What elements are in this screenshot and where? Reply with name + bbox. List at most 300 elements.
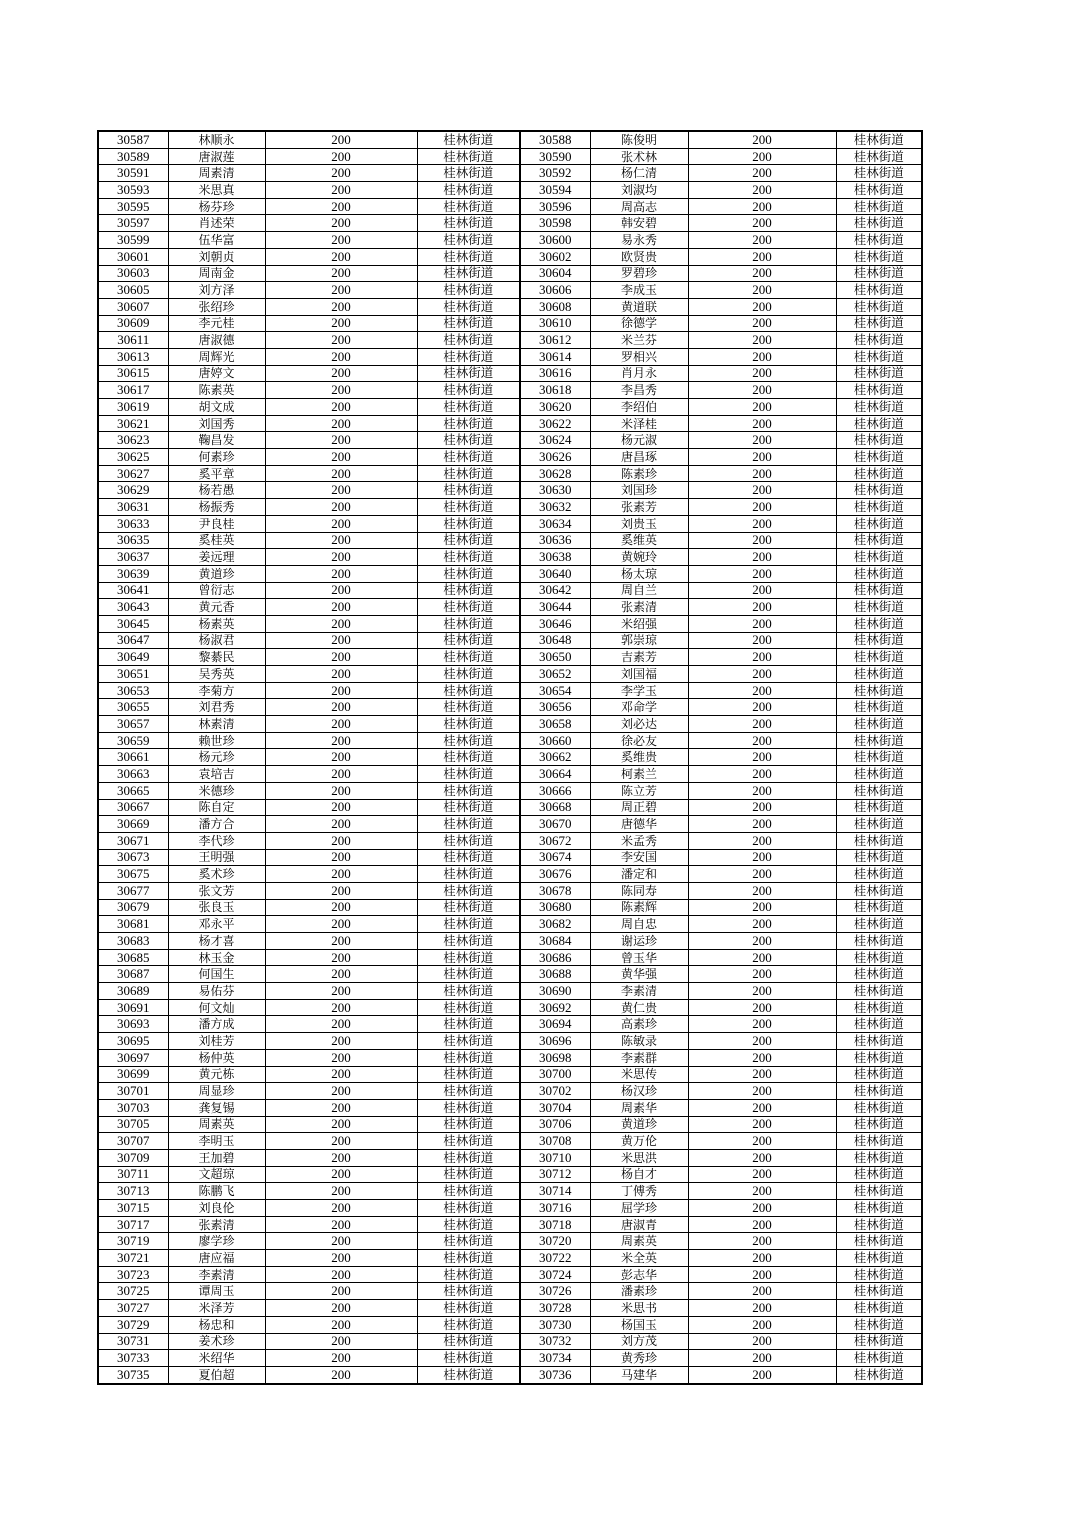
right-id-number-cell: 30620 xyxy=(520,399,590,416)
left-amount-cell: 200 xyxy=(265,315,417,332)
right-street-office-cell: 桂林街道 xyxy=(836,916,922,933)
left-id-number-cell: 30639 xyxy=(98,565,168,582)
right-person-name-cell: 曾玉华 xyxy=(590,949,688,966)
right-id-number-cell: 30630 xyxy=(520,482,590,499)
right-id-number-cell: 30632 xyxy=(520,499,590,516)
right-amount-cell: 200 xyxy=(688,182,836,199)
left-street-office-cell: 桂林街道 xyxy=(417,449,520,466)
left-street-office-cell: 桂林街道 xyxy=(417,882,520,899)
table-row xyxy=(98,649,922,666)
left-id-number-cell: 30705 xyxy=(98,1116,168,1133)
right-amount-cell: 200 xyxy=(688,415,836,432)
right-id-number-cell: 30666 xyxy=(520,782,590,799)
left-street-office-cell: 桂林街道 xyxy=(417,649,520,666)
right-street-office-cell: 桂林街道 xyxy=(836,532,922,549)
left-amount-cell: 200 xyxy=(265,699,417,716)
right-street-office-cell: 桂林街道 xyxy=(836,582,922,599)
right-id-number-cell: 30636 xyxy=(520,532,590,549)
left-id-number-cell: 30701 xyxy=(98,1083,168,1100)
right-person-name-cell: 吉素芳 xyxy=(590,649,688,666)
left-person-name-cell: 周素清 xyxy=(168,165,265,182)
left-id-number-cell: 30591 xyxy=(98,165,168,182)
right-street-office-cell: 桂林街道 xyxy=(836,1266,922,1283)
left-amount-cell: 200 xyxy=(265,933,417,950)
left-person-name-cell: 奚平章 xyxy=(168,465,265,482)
right-id-number-cell: 30644 xyxy=(520,599,590,616)
left-id-number-cell: 30645 xyxy=(98,615,168,632)
right-id-number-cell: 30668 xyxy=(520,799,590,816)
left-street-office-cell: 桂林街道 xyxy=(417,248,520,265)
right-id-number-cell: 30602 xyxy=(520,248,590,265)
right-street-office-cell: 桂林街道 xyxy=(836,348,922,365)
table-row xyxy=(98,1149,922,1166)
right-person-name-cell: 李绍伯 xyxy=(590,399,688,416)
left-id-number-cell: 30691 xyxy=(98,999,168,1016)
left-id-number-cell: 30641 xyxy=(98,582,168,599)
right-id-number-cell: 30656 xyxy=(520,699,590,716)
left-amount-cell: 200 xyxy=(265,1133,417,1150)
left-amount-cell: 200 xyxy=(265,899,417,916)
left-street-office-cell: 桂林街道 xyxy=(417,198,520,215)
table-row xyxy=(98,148,922,165)
table-row xyxy=(98,1300,922,1317)
right-amount-cell: 200 xyxy=(688,799,836,816)
right-id-number-cell: 30608 xyxy=(520,298,590,315)
left-id-number-cell: 30667 xyxy=(98,799,168,816)
table-row xyxy=(98,315,922,332)
left-id-number-cell: 30681 xyxy=(98,916,168,933)
table-row xyxy=(98,983,922,1000)
right-street-office-cell: 桂林街道 xyxy=(836,1066,922,1083)
table-row xyxy=(98,866,922,883)
left-id-number-cell: 30697 xyxy=(98,1049,168,1066)
right-person-name-cell: 黄秀珍 xyxy=(590,1350,688,1367)
left-amount-cell: 200 xyxy=(265,399,417,416)
left-amount-cell: 200 xyxy=(265,1099,417,1116)
right-id-number-cell: 30648 xyxy=(520,632,590,649)
right-amount-cell: 200 xyxy=(688,782,836,799)
left-street-office-cell: 桂林街道 xyxy=(417,916,520,933)
right-person-name-cell: 李素清 xyxy=(590,983,688,1000)
right-person-name-cell: 米兰芬 xyxy=(590,332,688,349)
table-row xyxy=(98,482,922,499)
table-row xyxy=(98,933,922,950)
left-amount-cell: 200 xyxy=(265,182,417,199)
right-amount-cell: 200 xyxy=(688,232,836,249)
left-amount-cell: 200 xyxy=(265,148,417,165)
right-street-office-cell: 桂林街道 xyxy=(836,1049,922,1066)
left-street-office-cell: 桂林街道 xyxy=(417,465,520,482)
left-person-name-cell: 林顺永 xyxy=(168,131,265,148)
right-street-office-cell: 桂林街道 xyxy=(836,832,922,849)
left-street-office-cell: 桂林街道 xyxy=(417,499,520,516)
right-amount-cell: 200 xyxy=(688,215,836,232)
left-amount-cell: 200 xyxy=(265,1183,417,1200)
left-id-number-cell: 30625 xyxy=(98,449,168,466)
left-amount-cell: 200 xyxy=(265,999,417,1016)
right-person-name-cell: 米思传 xyxy=(590,1066,688,1083)
right-id-number-cell: 30722 xyxy=(520,1250,590,1267)
right-id-number-cell: 30728 xyxy=(520,1300,590,1317)
right-id-number-cell: 30680 xyxy=(520,899,590,916)
left-id-number-cell: 30629 xyxy=(98,482,168,499)
left-id-number-cell: 30665 xyxy=(98,782,168,799)
right-amount-cell: 200 xyxy=(688,1333,836,1350)
left-amount-cell: 200 xyxy=(265,615,417,632)
right-amount-cell: 200 xyxy=(688,749,836,766)
right-person-name-cell: 刘国珍 xyxy=(590,482,688,499)
table-row xyxy=(98,632,922,649)
table-row xyxy=(98,165,922,182)
left-id-number-cell: 30635 xyxy=(98,532,168,549)
left-street-office-cell: 桂林街道 xyxy=(417,399,520,416)
left-street-office-cell: 桂林街道 xyxy=(417,298,520,315)
left-person-name-cell: 邓永平 xyxy=(168,916,265,933)
left-person-name-cell: 唐淑莲 xyxy=(168,148,265,165)
left-street-office-cell: 桂林街道 xyxy=(417,482,520,499)
left-person-name-cell: 黄道珍 xyxy=(168,565,265,582)
left-street-office-cell: 桂林街道 xyxy=(417,782,520,799)
right-amount-cell: 200 xyxy=(688,265,836,282)
right-person-name-cell: 杨太琼 xyxy=(590,565,688,582)
right-street-office-cell: 桂林街道 xyxy=(836,1216,922,1233)
right-id-number-cell: 30702 xyxy=(520,1083,590,1100)
right-amount-cell: 200 xyxy=(688,332,836,349)
right-person-name-cell: 刘国福 xyxy=(590,666,688,683)
right-amount-cell: 200 xyxy=(688,1099,836,1116)
left-street-office-cell: 桂林街道 xyxy=(417,1166,520,1183)
left-person-name-cell: 杨忠和 xyxy=(168,1316,265,1333)
left-id-number-cell: 30721 xyxy=(98,1250,168,1267)
right-amount-cell: 200 xyxy=(688,1233,836,1250)
left-person-name-cell: 杨若愚 xyxy=(168,482,265,499)
right-amount-cell: 200 xyxy=(688,999,836,1016)
table-row xyxy=(98,1083,922,1100)
left-amount-cell: 200 xyxy=(265,1200,417,1217)
left-street-office-cell: 桂林街道 xyxy=(417,1116,520,1133)
left-id-number-cell: 30713 xyxy=(98,1183,168,1200)
right-person-name-cell: 刘淑均 xyxy=(590,182,688,199)
left-id-number-cell: 30709 xyxy=(98,1149,168,1166)
right-amount-cell: 200 xyxy=(688,1016,836,1033)
right-id-number-cell: 30688 xyxy=(520,966,590,983)
left-amount-cell: 200 xyxy=(265,1166,417,1183)
left-person-name-cell: 王明强 xyxy=(168,849,265,866)
right-person-name-cell: 黄婉玲 xyxy=(590,549,688,566)
right-amount-cell: 200 xyxy=(688,399,836,416)
left-street-office-cell: 桂林街道 xyxy=(417,1333,520,1350)
right-amount-cell: 200 xyxy=(688,482,836,499)
right-street-office-cell: 桂林街道 xyxy=(836,1283,922,1300)
right-person-name-cell: 杨仁清 xyxy=(590,165,688,182)
table-row xyxy=(98,966,922,983)
left-amount-cell: 200 xyxy=(265,1316,417,1333)
left-id-number-cell: 30643 xyxy=(98,599,168,616)
right-amount-cell: 200 xyxy=(688,1149,836,1166)
right-person-name-cell: 杨国玉 xyxy=(590,1316,688,1333)
left-id-number-cell: 30689 xyxy=(98,983,168,1000)
right-amount-cell: 200 xyxy=(688,565,836,582)
right-person-name-cell: 肖月永 xyxy=(590,365,688,382)
right-amount-cell: 200 xyxy=(688,849,836,866)
left-amount-cell: 200 xyxy=(265,1049,417,1066)
table-row xyxy=(98,582,922,599)
left-amount-cell: 200 xyxy=(265,766,417,783)
right-amount-cell: 200 xyxy=(688,1066,836,1083)
right-id-number-cell: 30664 xyxy=(520,766,590,783)
right-amount-cell: 200 xyxy=(688,1183,836,1200)
right-street-office-cell: 桂林街道 xyxy=(836,966,922,983)
left-street-office-cell: 桂林街道 xyxy=(417,816,520,833)
right-person-name-cell: 米全英 xyxy=(590,1250,688,1267)
left-id-number-cell: 30661 xyxy=(98,749,168,766)
right-street-office-cell: 桂林街道 xyxy=(836,499,922,516)
table-row xyxy=(98,198,922,215)
table-row xyxy=(98,449,922,466)
left-id-number-cell: 30725 xyxy=(98,1283,168,1300)
left-person-name-cell: 黄元香 xyxy=(168,599,265,616)
right-amount-cell: 200 xyxy=(688,832,836,849)
right-amount-cell: 200 xyxy=(688,315,836,332)
table-row xyxy=(98,666,922,683)
left-person-name-cell: 易佑芬 xyxy=(168,983,265,1000)
right-street-office-cell: 桂林街道 xyxy=(836,298,922,315)
left-street-office-cell: 桂林街道 xyxy=(417,515,520,532)
left-street-office-cell: 桂林街道 xyxy=(417,1350,520,1367)
right-amount-cell: 200 xyxy=(688,716,836,733)
left-street-office-cell: 桂林街道 xyxy=(417,999,520,1016)
left-person-name-cell: 杨仲英 xyxy=(168,1049,265,1066)
right-street-office-cell: 桂林街道 xyxy=(836,332,922,349)
table-row xyxy=(98,215,922,232)
table-row xyxy=(98,799,922,816)
right-amount-cell: 200 xyxy=(688,983,836,1000)
right-street-office-cell: 桂林街道 xyxy=(836,732,922,749)
right-id-number-cell: 30720 xyxy=(520,1233,590,1250)
right-street-office-cell: 桂林街道 xyxy=(836,215,922,232)
left-id-number-cell: 30587 xyxy=(98,131,168,148)
table-row xyxy=(98,365,922,382)
right-person-name-cell: 欧贤贵 xyxy=(590,248,688,265)
right-street-office-cell: 桂林街道 xyxy=(836,933,922,950)
right-amount-cell: 200 xyxy=(688,1366,836,1383)
right-amount-cell: 200 xyxy=(688,1049,836,1066)
right-street-office-cell: 桂林街道 xyxy=(836,282,922,299)
left-amount-cell: 200 xyxy=(265,966,417,983)
left-amount-cell: 200 xyxy=(265,666,417,683)
left-street-office-cell: 桂林街道 xyxy=(417,1083,520,1100)
left-street-office-cell: 桂林街道 xyxy=(417,716,520,733)
right-id-number-cell: 30736 xyxy=(520,1366,590,1383)
table-row xyxy=(98,298,922,315)
left-amount-cell: 200 xyxy=(265,832,417,849)
left-amount-cell: 200 xyxy=(265,565,417,582)
left-street-office-cell: 桂林街道 xyxy=(417,732,520,749)
left-person-name-cell: 奚桂英 xyxy=(168,532,265,549)
left-person-name-cell: 唐应福 xyxy=(168,1250,265,1267)
left-id-number-cell: 30599 xyxy=(98,232,168,249)
right-amount-cell: 200 xyxy=(688,1300,836,1317)
left-id-number-cell: 30703 xyxy=(98,1099,168,1116)
right-id-number-cell: 30610 xyxy=(520,315,590,332)
left-id-number-cell: 30735 xyxy=(98,1366,168,1383)
right-amount-cell: 200 xyxy=(688,632,836,649)
right-street-office-cell: 桂林街道 xyxy=(836,999,922,1016)
left-person-name-cell: 袁培吉 xyxy=(168,766,265,783)
right-street-office-cell: 桂林街道 xyxy=(836,382,922,399)
left-id-number-cell: 30693 xyxy=(98,1016,168,1033)
left-amount-cell: 200 xyxy=(265,1266,417,1283)
right-street-office-cell: 桂林街道 xyxy=(836,248,922,265)
right-id-number-cell: 30600 xyxy=(520,232,590,249)
right-person-name-cell: 张术林 xyxy=(590,148,688,165)
table-row xyxy=(98,615,922,632)
right-person-name-cell: 奚维贵 xyxy=(590,749,688,766)
right-person-name-cell: 高素珍 xyxy=(590,1016,688,1033)
left-street-office-cell: 桂林街道 xyxy=(417,949,520,966)
right-street-office-cell: 桂林街道 xyxy=(836,415,922,432)
table-row xyxy=(98,1133,922,1150)
table-row xyxy=(98,248,922,265)
right-person-name-cell: 陈立芳 xyxy=(590,782,688,799)
left-amount-cell: 200 xyxy=(265,1283,417,1300)
left-id-number-cell: 30655 xyxy=(98,699,168,716)
left-id-number-cell: 30615 xyxy=(98,365,168,382)
left-amount-cell: 200 xyxy=(265,215,417,232)
left-person-name-cell: 李明玉 xyxy=(168,1133,265,1150)
left-id-number-cell: 30673 xyxy=(98,849,168,866)
right-person-name-cell: 周自兰 xyxy=(590,582,688,599)
left-amount-cell: 200 xyxy=(265,916,417,933)
right-person-name-cell: 周高志 xyxy=(590,198,688,215)
table-row xyxy=(98,348,922,365)
right-id-number-cell: 30618 xyxy=(520,382,590,399)
left-person-name-cell: 肖述荣 xyxy=(168,215,265,232)
table-row xyxy=(98,515,922,532)
right-street-office-cell: 桂林街道 xyxy=(836,1149,922,1166)
left-street-office-cell: 桂林街道 xyxy=(417,849,520,866)
left-amount-cell: 200 xyxy=(265,1149,417,1166)
right-person-name-cell: 杨自才 xyxy=(590,1166,688,1183)
right-street-office-cell: 桂林街道 xyxy=(836,849,922,866)
right-amount-cell: 200 xyxy=(688,449,836,466)
left-amount-cell: 200 xyxy=(265,232,417,249)
right-street-office-cell: 桂林街道 xyxy=(836,1350,922,1367)
left-person-name-cell: 何文灿 xyxy=(168,999,265,1016)
right-id-number-cell: 30598 xyxy=(520,215,590,232)
right-street-office-cell: 桂林街道 xyxy=(836,1133,922,1150)
right-person-name-cell: 周素华 xyxy=(590,1099,688,1116)
left-person-name-cell: 文超琼 xyxy=(168,1166,265,1183)
right-amount-cell: 200 xyxy=(688,1166,836,1183)
table-row xyxy=(98,732,922,749)
left-person-name-cell: 姜远理 xyxy=(168,549,265,566)
right-person-name-cell: 罗碧珍 xyxy=(590,265,688,282)
right-person-name-cell: 黄道联 xyxy=(590,298,688,315)
left-amount-cell: 200 xyxy=(265,582,417,599)
right-street-office-cell: 桂林街道 xyxy=(836,1316,922,1333)
right-street-office-cell: 桂林街道 xyxy=(836,1300,922,1317)
left-person-name-cell: 张绍珍 xyxy=(168,298,265,315)
right-id-number-cell: 30616 xyxy=(520,365,590,382)
right-street-office-cell: 桂林街道 xyxy=(836,148,922,165)
right-street-office-cell: 桂林街道 xyxy=(836,1366,922,1383)
right-person-name-cell: 邓命学 xyxy=(590,699,688,716)
right-id-number-cell: 30612 xyxy=(520,332,590,349)
right-amount-cell: 200 xyxy=(688,382,836,399)
left-id-number-cell: 30605 xyxy=(98,282,168,299)
right-street-office-cell: 桂林街道 xyxy=(836,232,922,249)
right-id-number-cell: 30716 xyxy=(520,1200,590,1217)
left-id-number-cell: 30669 xyxy=(98,816,168,833)
table-row xyxy=(98,1283,922,1300)
right-street-office-cell: 桂林街道 xyxy=(836,1200,922,1217)
right-person-name-cell: 罗相兴 xyxy=(590,348,688,365)
table-row xyxy=(98,1216,922,1233)
table-row xyxy=(98,1166,922,1183)
left-amount-cell: 200 xyxy=(265,165,417,182)
left-id-number-cell: 30729 xyxy=(98,1316,168,1333)
table-row xyxy=(98,1316,922,1333)
right-id-number-cell: 30734 xyxy=(520,1350,590,1367)
right-person-name-cell: 周自忠 xyxy=(590,916,688,933)
right-amount-cell: 200 xyxy=(688,649,836,666)
right-amount-cell: 200 xyxy=(688,1133,836,1150)
left-street-office-cell: 桂林街道 xyxy=(417,799,520,816)
left-person-name-cell: 廖学珍 xyxy=(168,1233,265,1250)
left-person-name-cell: 龚复锡 xyxy=(168,1099,265,1116)
right-person-name-cell: 米思书 xyxy=(590,1300,688,1317)
right-id-number-cell: 30682 xyxy=(520,916,590,933)
right-person-name-cell: 陈素辉 xyxy=(590,899,688,916)
table-row xyxy=(98,782,922,799)
right-person-name-cell: 李安国 xyxy=(590,849,688,866)
right-id-number-cell: 30730 xyxy=(520,1316,590,1333)
right-id-number-cell: 30640 xyxy=(520,565,590,582)
right-id-number-cell: 30700 xyxy=(520,1066,590,1083)
left-person-name-cell: 张素清 xyxy=(168,1216,265,1233)
right-person-name-cell: 刘必达 xyxy=(590,716,688,733)
right-street-office-cell: 桂林街道 xyxy=(836,682,922,699)
left-street-office-cell: 桂林街道 xyxy=(417,549,520,566)
table-row xyxy=(98,1066,922,1083)
right-street-office-cell: 桂林街道 xyxy=(836,1016,922,1033)
right-id-number-cell: 30712 xyxy=(520,1166,590,1183)
right-amount-cell: 200 xyxy=(688,298,836,315)
table-row xyxy=(98,816,922,833)
left-street-office-cell: 桂林街道 xyxy=(417,565,520,582)
left-id-number-cell: 30663 xyxy=(98,766,168,783)
left-amount-cell: 200 xyxy=(265,649,417,666)
right-person-name-cell: 李素群 xyxy=(590,1049,688,1066)
left-street-office-cell: 桂林街道 xyxy=(417,382,520,399)
right-person-name-cell: 周正碧 xyxy=(590,799,688,816)
right-person-name-cell: 陈敏录 xyxy=(590,1033,688,1050)
right-id-number-cell: 30606 xyxy=(520,282,590,299)
right-street-office-cell: 桂林街道 xyxy=(836,1233,922,1250)
right-street-office-cell: 桂林街道 xyxy=(836,1099,922,1116)
right-person-name-cell: 陈素珍 xyxy=(590,465,688,482)
right-person-name-cell: 黄万伦 xyxy=(590,1133,688,1150)
right-amount-cell: 200 xyxy=(688,248,836,265)
table-row xyxy=(98,1250,922,1267)
right-amount-cell: 200 xyxy=(688,282,836,299)
right-amount-cell: 200 xyxy=(688,1250,836,1267)
left-id-number-cell: 30651 xyxy=(98,666,168,683)
right-amount-cell: 200 xyxy=(688,1033,836,1050)
left-person-name-cell: 刘方泽 xyxy=(168,282,265,299)
left-street-office-cell: 桂林街道 xyxy=(417,699,520,716)
